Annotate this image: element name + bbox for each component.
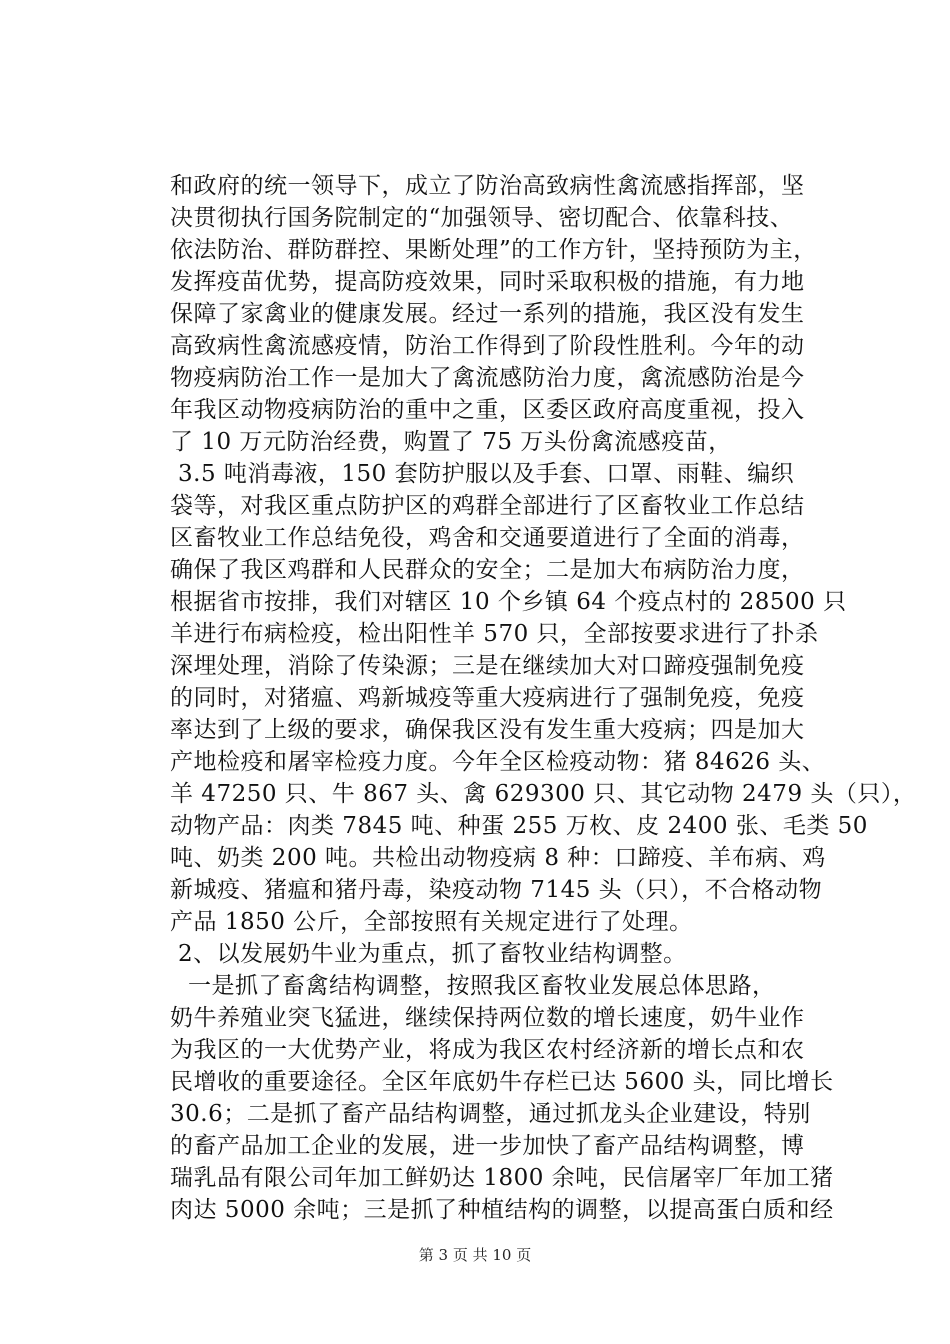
text-line: 3.5 吨消毒液，150 套防护服以及手套、口罩、雨鞋、编织	[178, 461, 795, 487]
text-line: 了 10 万元防治经费，购置了 75 万头份禽流感疫苗，	[170, 429, 732, 455]
text-line: 产品 1850 公斤，全部按照有关规定进行了处理。	[170, 909, 693, 935]
text-line: 动物产品：肉类 7845 吨、种蛋 255 万枚、皮 2400 张、毛类 50	[170, 813, 868, 839]
text-line: 民增收的重要途径。全区年底奶牛存栏已达 5600 头，同比增长	[170, 1069, 834, 1095]
text-line: 和政府的统一领导下，成立了防治高致病性禽流感指挥部，坚	[170, 173, 805, 199]
text-line: 物疫病防治工作一是加大了禽流感防治力度，禽流感防治是今	[170, 365, 805, 391]
text-line: 根据省市按排，我们对辖区 10 个乡镇 64 个疫点村的 28500 只	[170, 589, 847, 615]
document-body	[170, 170, 917, 1226]
text-line: 奶牛养殖业突飞猛进，继续保持两位数的增长速度，奶牛业作	[170, 1005, 805, 1031]
text-line: 保障了家禽业的健康发展。经过一系列的措施，我区没有发生	[170, 301, 805, 327]
text-line: 的同时，对猪瘟、鸡新城疫等重大疫病进行了强制免疫，免疫	[170, 685, 805, 711]
text-line: 确保了我区鸡群和人民群众的安全；二是加大布病防治力度，	[170, 557, 805, 583]
text-line: 肉达 5000 余吨；三是抓了种植结构的调整，以提高蛋白质和经	[170, 1197, 834, 1223]
text-line: 吨、奶类 200 吨。共检出动物疫病 8 种：口蹄疫、羊布病、鸡	[170, 845, 826, 871]
text-line: 瑞乳品有限公司年加工鲜奶达 1800 余吨，民信屠宰厂年加工猪	[170, 1165, 834, 1191]
text-line: 高致病性禽流感疫情，防治工作得到了阶段性胜利。今年的动	[170, 333, 805, 359]
text-line: 发挥疫苗优势，提高防疫效果，同时采取积极的措施，有力地	[170, 269, 805, 295]
text-line: 羊 47250 只、牛 867 头、禽 629300 只、其它动物 2479 头（只），	[170, 781, 917, 807]
text-line: 新城疫、猪瘟和猪丹毒，染疫动物 7145 头（只），不合格动物	[170, 877, 823, 903]
text-line: 袋等，对我区重点防护区的鸡群全部进行了区畜牧业工作总结	[170, 493, 805, 519]
text-line: 依法防治、群防群控、果断处理”的工作方针，坚持预防为主，	[170, 237, 817, 263]
page-number-footer: 第 3 页 共 10 页	[418, 1246, 532, 1264]
section-heading: 2、以发展奶牛业为重点，抓了畜牧业结构调整。	[178, 941, 687, 967]
text-line: 为我区的一大优势产业，将成为我区农村经济新的增长点和农	[170, 1037, 805, 1063]
text-line: 羊进行布病检疫，检出阳性羊 570 只，全部按要求进行了扑杀	[170, 621, 819, 647]
text-line: 产地检疫和屠宰检疫力度。今年全区检疫动物：猪 84626 头、	[170, 749, 826, 775]
text-line: 区畜牧业工作总结免役，鸡舍和交通要道进行了全面的消毒，	[170, 525, 805, 551]
text-line: 的畜产品加工企业的发展，进一步加快了畜产品结构调整，博	[170, 1133, 805, 1159]
text-line: 30.6；二是抓了畜产品结构调整，通过抓龙头企业建设，特别	[170, 1101, 811, 1127]
text-line: 年我区动物疫病防治的重中之重，区委区政府高度重视，投入	[170, 397, 805, 423]
text-line: 深埋处理，消除了传染源；三是在继续加大对口蹄疫强制免疫	[170, 653, 805, 679]
text-line: 率达到了上级的要求，确保我区没有发生重大疫病；四是加大	[170, 717, 805, 743]
text-line: 决贯彻执行国务院制定的“加强领导、密切配合、依靠科技、	[170, 205, 794, 231]
text-line: 一是抓了畜禽结构调整，按照我区畜牧业发展总体思路，	[188, 973, 776, 999]
